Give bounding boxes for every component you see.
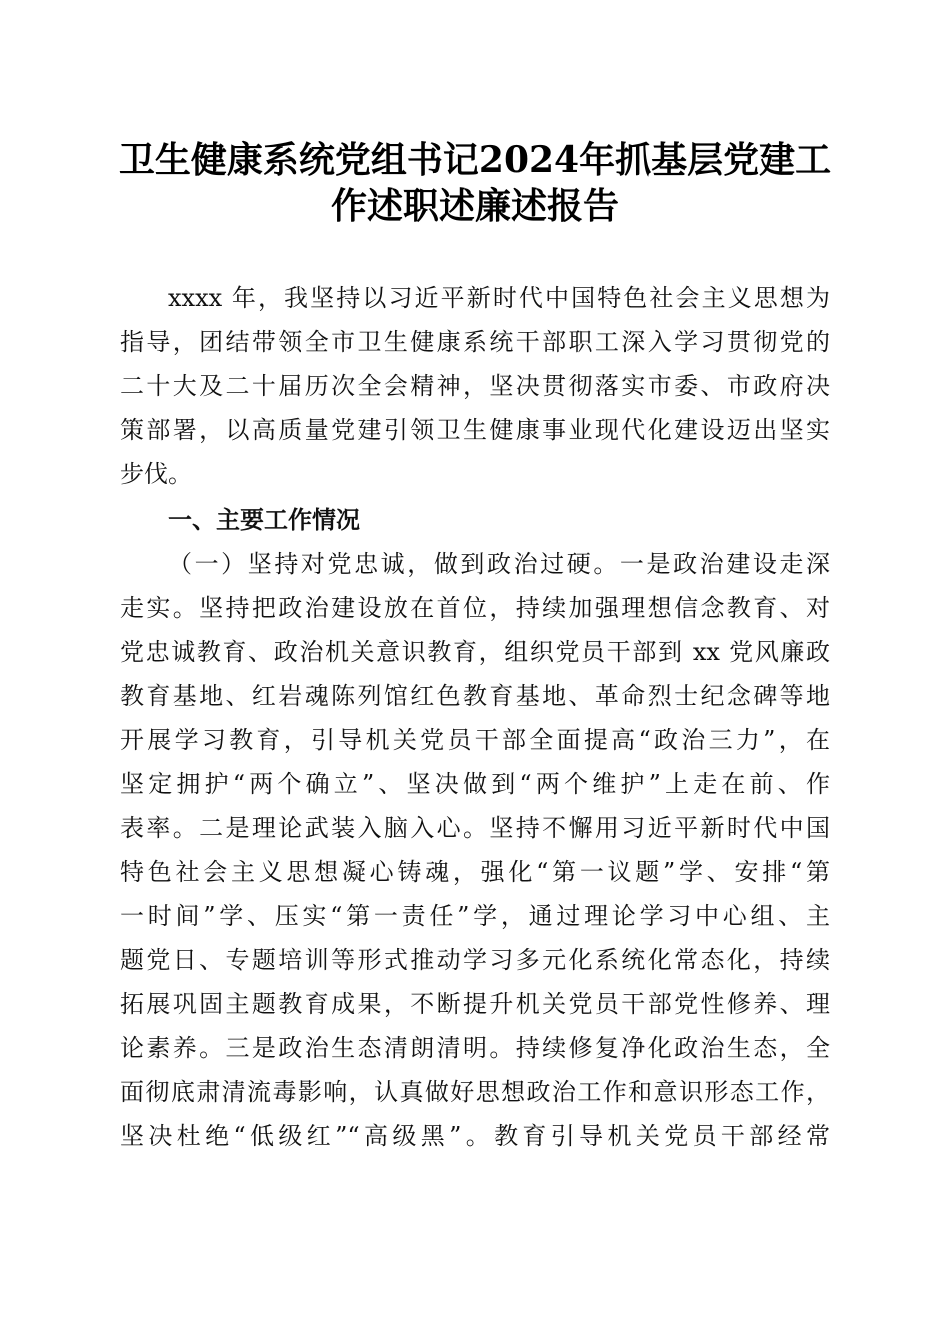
- body-line-12: 论素养。三是政治生态清朗清明。持续修复净化政治生态，全: [120, 1034, 830, 1062]
- body-line-10: 题党日、专题培训等形式推动学习多元化系统化常态化，持续: [120, 946, 830, 974]
- body-line-5: 开展学习教育，引导机关党员干部全面提高“政治三力”，在: [120, 726, 830, 754]
- intro-line-5: 步伐。: [120, 460, 192, 488]
- body-line-6: 坚定拥护“两个确立”、坚决做到“两个维护”上走在前、作: [120, 770, 830, 798]
- intro-line-1: xxxx 年，我坚持以习近平新时代中国特色社会主义思想为: [168, 284, 830, 312]
- body-line-13: 面彻底肃清流毒影响，认真做好思想政治工作和意识形态工作，: [120, 1078, 830, 1106]
- document-title-line-1: 卫生健康系统党组书记2024年抓基层党建工: [118, 139, 832, 181]
- body-line-3: 党忠诚教育、政治机关意识教育，组织党员干部到 xx 党风廉政: [120, 638, 830, 666]
- body-line-8: 特色社会主义思想凝心铸魂，强化“第一议题”学、安排“第: [120, 858, 830, 886]
- body-line-9: 一时间”学、压实“第一责任”学，通过理论学习中心组、主: [120, 902, 830, 930]
- body-line-1: （一）坚持对党忠诚，做到政治过硬。一是政治建设走深: [168, 550, 830, 578]
- section-heading: 一、主要工作情况: [168, 506, 360, 534]
- body-line-14: 坚决杜绝“低级红”“高级黑”。教育引导机关党员干部经常: [120, 1122, 830, 1150]
- body-line-7: 表率。二是理论武装入脑入心。坚持不懈用习近平新时代中国: [120, 814, 830, 842]
- body-line-11: 拓展巩固主题教育成果，不断提升机关党员干部党性修养、理: [120, 990, 830, 1018]
- intro-line-4: 策部署，以高质量党建引领卫生健康事业现代化建设迈出坚实: [120, 416, 830, 444]
- body-line-4: 教育基地、红岩魂陈列馆红色教育基地、革命烈士纪念碑等地: [120, 682, 830, 710]
- intro-line-3: 二十大及二十届历次全会精神，坚决贯彻落实市委、市政府决: [120, 372, 830, 400]
- intro-line-2: 指导，团结带领全市卫生健康系统干部职工深入学习贯彻党的: [120, 328, 830, 356]
- document-title-line-2: 作述职述廉述报告: [330, 185, 619, 227]
- body-line-2: 走实。坚持把政治建设放在首位，持续加强理想信念教育、对: [120, 594, 830, 622]
